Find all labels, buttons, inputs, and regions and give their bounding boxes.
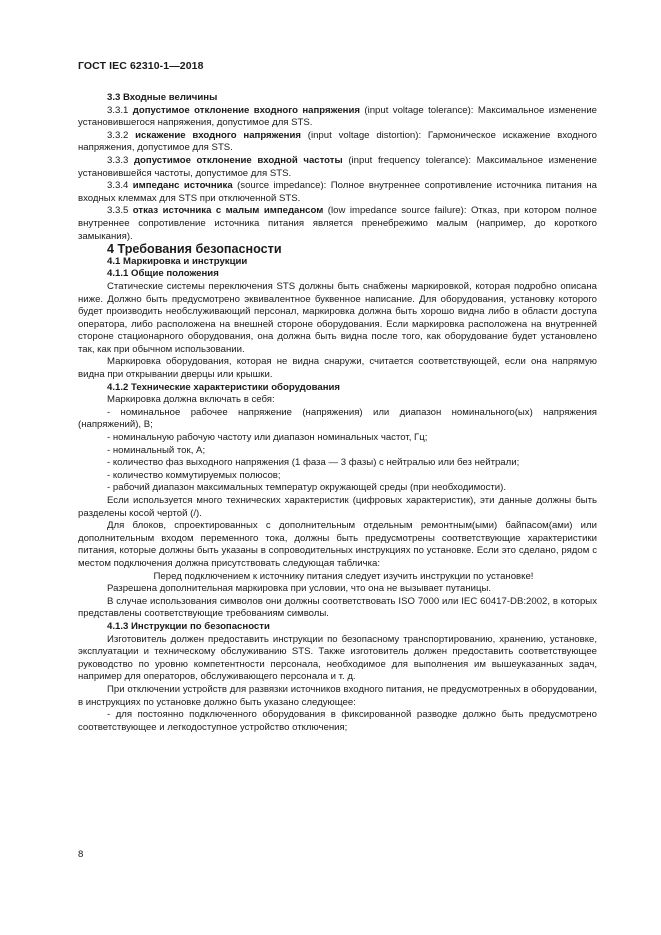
definition-3-3-2 — [78, 130, 597, 155]
definition-number: 3.3.4 — [107, 180, 133, 192]
definition-number: 3.3.3 — [107, 154, 134, 166]
warning-notice: Перед подключением к источнику питания следует изучить инструкции по установке! — [153, 570, 534, 582]
definition-number: 3.3.1 — [107, 104, 133, 116]
definition-3-3-3 — [78, 155, 597, 180]
list-item: - номинальную рабочую частоту или диапазон номинальных частот, Гц; — [107, 432, 428, 444]
paragraph: - для постоянно подключенного оборудования в фиксированной разводке должно быть предусмотрено соответствующее и легкодоступное устройство отключения; — [78, 709, 597, 733]
definition-3-3-5 — [78, 205, 597, 243]
definition-text: (source impedance): Полное внутреннее сопротивление источника питания на входных клеммах для STS при отключенной STS. — [78, 180, 597, 204]
list-item: - количество коммутируемых полюсов; — [107, 469, 281, 481]
section-4-1-3-heading: 4.1.3 Инструкции по безопасности — [107, 620, 270, 632]
definition-text: (input voltage tolerance): Максимальное изменение установившегося напряжения, допустимое для STS. — [78, 104, 598, 129]
section-4-1-heading: 4.1 Маркировка и инструкции — [107, 255, 248, 267]
list-item: - номинальный ток, А; — [107, 444, 206, 456]
definition-term: допустимое отклонение входной частоты — [133, 154, 343, 166]
definition-term: допустимое отклонение входного напряжения — [132, 104, 360, 116]
section-3-3-heading: 3.3 Входные величины — [107, 92, 218, 103]
section-4-1-2-heading: 4.1.2 Технические характеристики оборудования — [107, 381, 341, 393]
definition-term: отказ источника с малым импедансом — [132, 205, 324, 217]
definition-text: (input frequency tolerance): Максимальное изменение установившейся частоты, допустимое для STS. — [78, 154, 597, 179]
paragraph: При отключении устройств для развязки источников входного питания, не предусмотренных в оборудовании, в инструкциях по установке должно быть указано следующее: — [78, 683, 597, 708]
list-item: - рабочий диапазон максимальных температур окружающей среды (при необходимости). — [107, 482, 506, 494]
section-4-heading: 4 Требования безопасности — [107, 242, 282, 257]
paragraph: Если используется много технических характеристик (цифровых характеристик), эти данные должны быть разделены косой чертой (/). — [78, 495, 597, 519]
definition-number: 3.3.2 — [107, 129, 136, 141]
definition-term: искажение входного напряжения — [135, 129, 301, 141]
list-item: - номинальное рабочее напряжение (напряжения) или диапазон номинального(ых) напряжения (напряжений), В; — [78, 406, 597, 431]
paragraph: Изготовитель должен предоставить инструкции по безопасному транспортированию, хранению, установке, эксплуатации и техническому обслуживанию STS. Также изготовитель должен предоставить соответствующее руководство по уровню компетентности персонала, необходимое для выполнения им вышеуказанных задач, например для операторов, обслуживающего персонала и т. д. — [78, 633, 597, 683]
paragraph: Для блоков, спроектированных с дополнительным отдельным ремонтным(ыми) байпасом(ами) или дополнительным входом переменного тока, должны быть предусмотрены соответствующие характеристики питания, которые должны быть указаны в сопроводительных инструкциях по установке. Если это сделано, рядом с местом подключения должна присутствовать следующая табличка: — [78, 520, 597, 569]
definition-term: импеданс источника — [132, 180, 233, 192]
definition-3-3-1 — [78, 105, 597, 130]
definition-number: 3.3.5 — [107, 205, 133, 217]
document-body — [78, 92, 597, 734]
definition-text: (low impedance source failure): Отказ, при котором полное внутреннее сопротивление источника питания является пренебрежимо малым (например, до короткого замыкания). — [78, 205, 597, 242]
definition-3-3-4 — [78, 180, 597, 205]
document-header: ГОСТ IEC 62310-1—2018 — [78, 60, 204, 72]
paragraph: Статические системы переключения STS должны быть снабжены маркировкой, которая подробно описана ниже. Должно быть предусмотрено эквивалентное буквенное написание. Для оборудования, установку которого будет производить необслуживающий персонал, маркировка должна быть хорошо видна либо в области доступа оператора, либо расположена на внешней стороне оборудования. Если маркировка расположена на внутренней стороне стационарного оборудования, она должна быть видна после того, как оборудование будет установлено так, как при обычном использовании. — [78, 280, 597, 355]
section-4-1-1-heading: 4.1.1 Общие положения — [107, 268, 219, 280]
list-item: - количество фаз выходного напряжения (1 фаза — 3 фазы) с нейтралью или без нейтрали; — [107, 457, 520, 469]
paragraph: Маркировка оборудования, которая не видна снаружи, считается соответствующей, если она напрямую видна при открывании дверцы или крышки. — [78, 356, 597, 381]
paragraph: Маркировка должна включать в себя: — [107, 394, 275, 406]
paragraph: Разрешена дополнительная маркировка при условии, что она не вызывает путаницы. — [107, 583, 492, 595]
page-number: 8 — [78, 849, 84, 860]
paragraph: В случае использования символов они должны соответствовать ISO 7000 или IEC 60417-DB:2002, в которых представлены соответствующие требованиям символы. — [78, 595, 597, 620]
definition-text: (input voltage distortion): Гармоническое искажение входного напряжения, допустимое для STS. — [78, 129, 597, 154]
